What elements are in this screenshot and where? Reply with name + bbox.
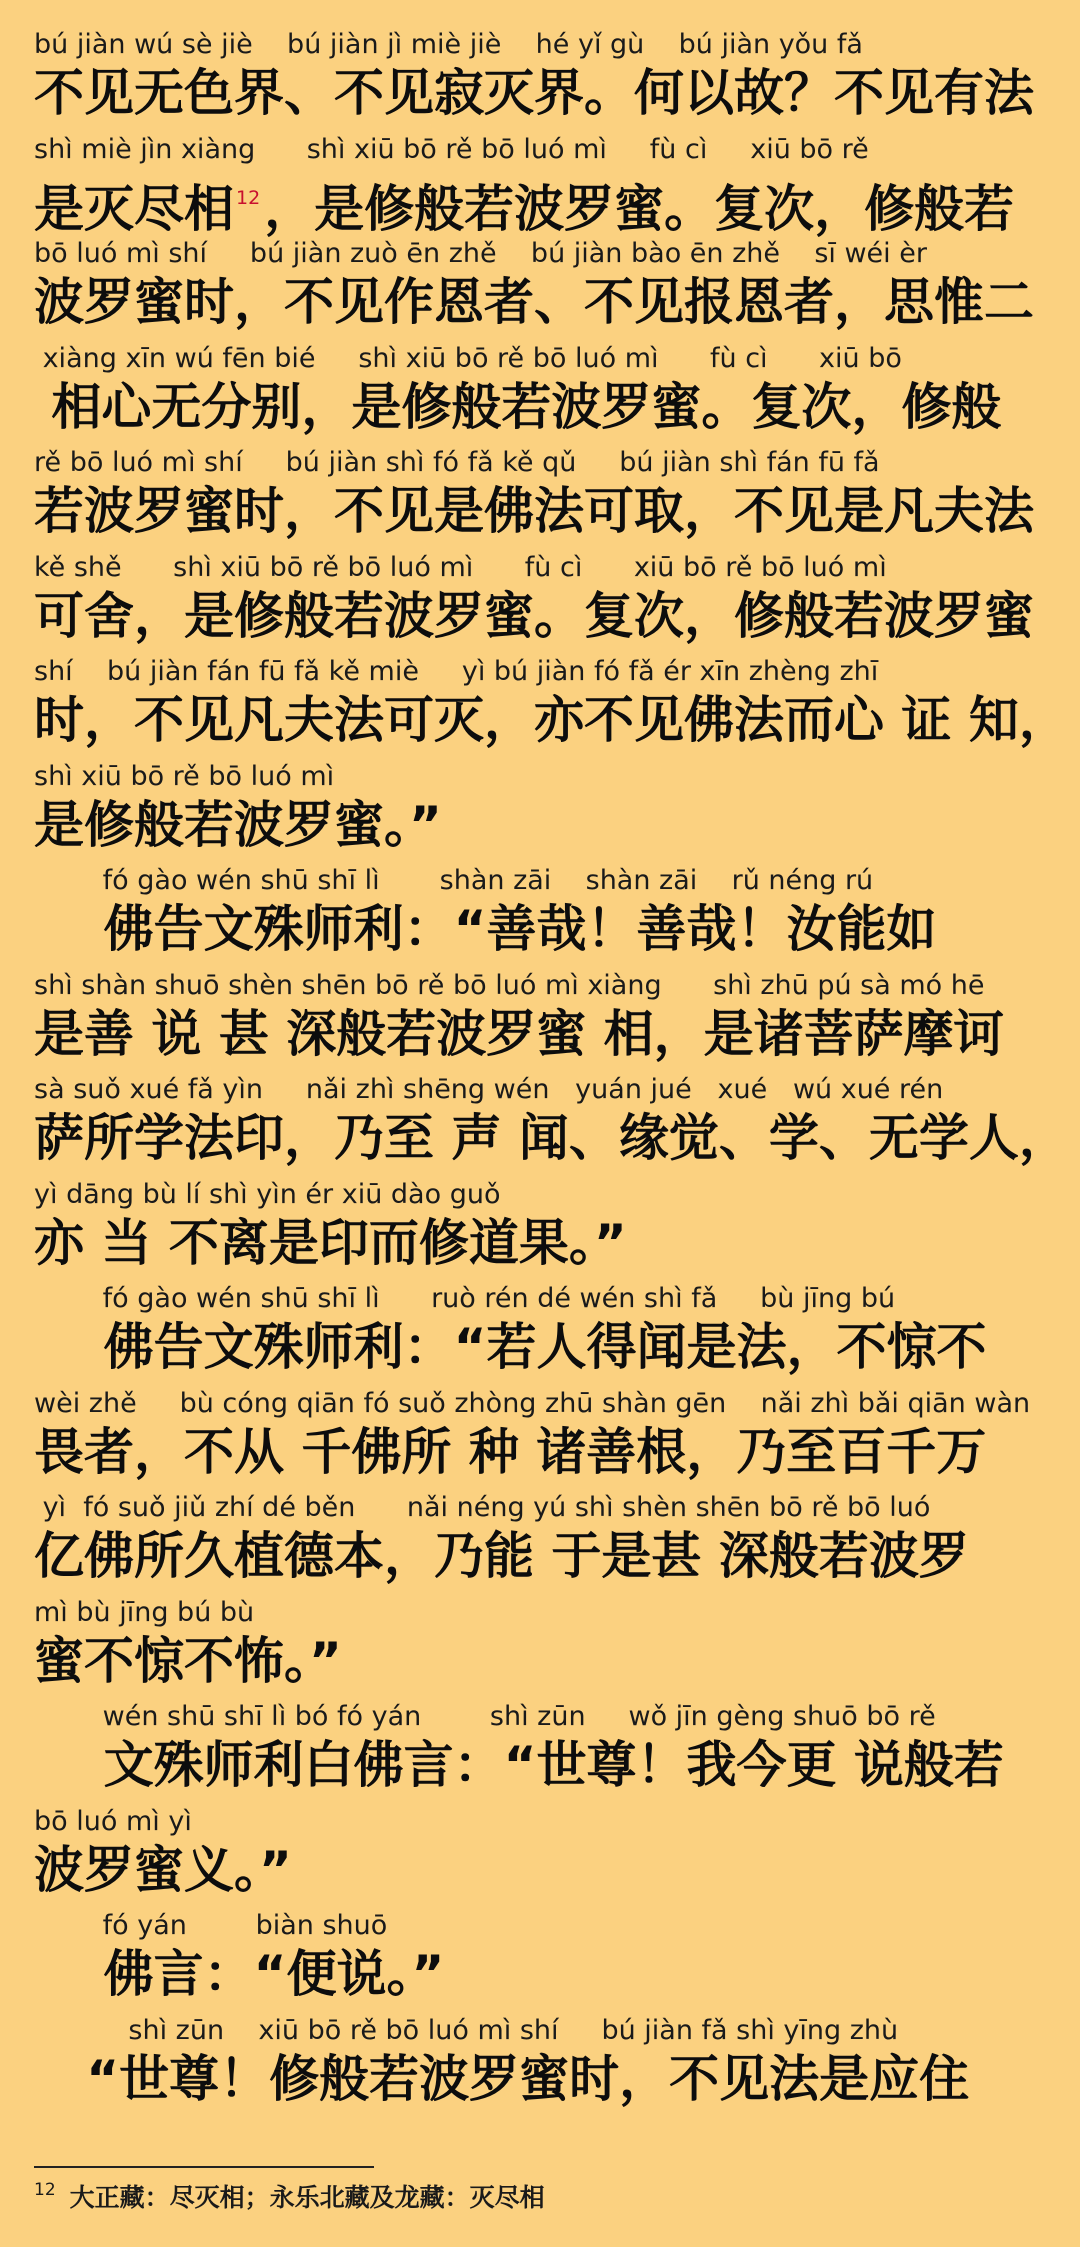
hanzi-segment: 萨所学法印，乃至 声 闻、缘觉、学、无学人， <box>34 1109 1069 1167</box>
text-line <box>34 444 1054 548</box>
text-line <box>34 1489 1054 1593</box>
hanzi-segment: 若波罗蜜时，不见是佛法可取，不见是凡夫法 <box>34 482 1034 540</box>
pinyin-annotation: xiàng xīn wú fēn bié shì xiū bō rě bō luó mì fù cì xiū bō <box>34 342 902 374</box>
text-line <box>34 549 1054 653</box>
hanzi-text <box>34 478 1054 544</box>
text-line <box>34 862 1054 966</box>
hanzi-segment: 畏者，不从 千佛所 种 诸善根，乃至百千万 <box>34 1422 987 1481</box>
text-line <box>34 26 1054 130</box>
text-line <box>34 235 1054 339</box>
pinyin-annotation: shì zūn xiū bō rě bō luó mì shí bú jiàn fǎ shì yīng zhù <box>34 2014 899 2046</box>
text-line <box>34 131 1054 238</box>
pinyin-annotation: shì shàn shuō shèn shēn bō rě bō luó mì xiàng shì zhū pú sà mó hē <box>34 969 985 1001</box>
hanzi-segment: 波罗蜜义。” <box>34 1840 292 1899</box>
hanzi-text <box>34 1001 1054 1067</box>
text-line <box>34 2012 1054 2116</box>
footnote-text: 大正藏：尽灭相；永乐北藏及龙藏：灭尽相 <box>69 2183 545 2212</box>
hanzi-text <box>34 1105 1069 1171</box>
hanzi-segment: 是修般若波罗蜜。” <box>34 795 442 854</box>
hanzi-text <box>34 1941 1054 2007</box>
text-line <box>34 1594 1054 1698</box>
hanzi-segment: 可舍，是修般若波罗蜜。复次，修般若波罗蜜 <box>34 586 1034 645</box>
hanzi-text <box>34 60 1054 126</box>
pinyin-annotation: wén shū shī lì bó fó yán shì zūn wǒ jīn gèng shuō bō rě <box>34 1701 936 1732</box>
hanzi-segment: 是善 说 甚 深般若波罗蜜 相，是诸菩萨摩诃 <box>34 1004 1004 1063</box>
pinyin-annotation: bú jiàn wú sè jiè bú jiàn jì miè jiè hé yǐ gù bú jiàn yǒu fǎ <box>34 29 863 60</box>
pinyin-annotation: bō luó mì yì <box>34 1805 192 1837</box>
text-line <box>34 1071 1069 1175</box>
pinyin-annotation: rě bō luó mì shí bú jiàn shì fó fǎ kě qǔ bú jiàn shì fán fū fǎ <box>34 447 880 478</box>
pinyin-annotation: shí bú jiàn fán fū fǎ kě miè yì bú jiàn fó fǎ ér xīn zhèng zhī <box>34 656 879 687</box>
pinyin-annotation: shì miè jìn xiàng shì xiū bō rě bō luó mì fù cì xiū bō rě <box>34 133 869 165</box>
hanzi-text <box>34 1523 1054 1589</box>
footnote-reference[interactable]: 12 <box>236 186 261 209</box>
text-line <box>34 1385 1054 1489</box>
pinyin-annotation: wèi zhě bù cóng qiān fó suǒ zhòng zhū shàn gēn nǎi zhì bǎi qiān wàn <box>34 1387 1031 1419</box>
hanzi-segment: 文殊师利白佛言：“世尊！我今更 说般若 <box>34 1736 1004 1794</box>
hanzi-text <box>34 1837 1054 1903</box>
hanzi-text <box>34 1210 1054 1276</box>
hanzi-segment: “世尊！修般若波罗蜜时，不见法是应住 <box>34 2049 970 2108</box>
text-line <box>34 758 1054 862</box>
pinyin-annotation: yì fó suǒ jiǔ zhí dé běn nǎi néng yú shì shèn shēn bō rě bō luó <box>34 1492 931 1523</box>
hanzi-segment: 佛言：“便说。” <box>34 1945 445 2003</box>
text-line <box>34 1803 1054 1907</box>
text-line <box>34 1176 1054 1280</box>
text-line <box>34 967 1054 1071</box>
hanzi-segment: 佛告文殊师利：“善哉！善哉！汝能如 <box>34 900 937 958</box>
footnote-divider <box>34 2166 374 2168</box>
footnote <box>34 2178 545 2218</box>
pinyin-annotation: kě shě shì xiū bō rě bō luó mì fù cì xiū bō rě bō luó mì <box>34 551 887 583</box>
hanzi-text <box>34 792 1054 858</box>
hanzi-text <box>34 583 1054 649</box>
text-line <box>34 653 1069 757</box>
hanzi-segment: 相心无分别，是修般若波罗蜜。复次，修般 <box>34 377 1002 436</box>
hanzi-segment: 亿佛所久植德本，乃能 于是甚 深般若波罗 <box>34 1527 969 1585</box>
hanzi-text <box>34 1314 1054 1380</box>
hanzi-text <box>34 687 1069 753</box>
pinyin-annotation: fó gào wén shū shī lì shàn zāi shàn zāi rǔ néng rú <box>34 865 874 896</box>
hanzi-segment: 亦 当 不离是印而修道果。” <box>34 1213 627 1272</box>
text-line <box>34 1280 1054 1384</box>
hanzi-text <box>34 374 1054 440</box>
pinyin-annotation: yì dāng bù lí shì yìn ér xiū dào guǒ <box>34 1178 501 1210</box>
pinyin-annotation: mì bù jīng bú bù <box>34 1596 255 1628</box>
pinyin-annotation: bō luó mì shí bú jiàn zuò ēn zhě bú jiàn bào ēn zhě sī wéi èr <box>34 238 927 269</box>
hanzi-text <box>34 1732 1054 1798</box>
hanzi-text <box>34 269 1054 335</box>
hanzi-segment: 是灭尽相 <box>34 179 234 238</box>
hanzi-segment: 佛告文殊师利：“若人得闻是法，不惊不 <box>34 1318 987 1376</box>
pinyin-annotation: fó yán biàn shuō <box>34 1910 388 1941</box>
hanzi-text <box>34 2046 1054 2112</box>
footnote-number: 12 <box>34 2180 56 2200</box>
hanzi-text <box>34 165 1054 238</box>
hanzi-text <box>34 1628 1054 1694</box>
pinyin-annotation: fó gào wén shū shī lì ruò rén dé wén shì fǎ bù jīng bú <box>34 1283 896 1314</box>
pinyin-annotation: shì xiū bō rě bō luó mì <box>34 760 335 792</box>
hanzi-segment: ，是修般若波罗蜜。复次，修般若 <box>264 179 1015 238</box>
hanzi-segment: 蜜不惊不怖。” <box>34 1631 342 1690</box>
text-line <box>34 1907 1054 2011</box>
hanzi-segment: 波罗蜜时，不见作恩者、不见报恩者，思惟二 <box>34 273 1034 331</box>
hanzi-segment: 不见无色界、不见寂灭界。何以故？不见有法 <box>34 64 1034 122</box>
hanzi-text <box>34 896 1054 962</box>
text-line <box>34 340 1054 444</box>
pinyin-annotation: sà suǒ xué fǎ yìn nǎi zhì shēng wén yuán jué xué wú xué rén <box>34 1074 944 1105</box>
hanzi-segment: 时，不见凡夫法可灭，亦不见佛法而心 证 知， <box>34 691 1069 749</box>
text-line <box>34 1698 1054 1802</box>
hanzi-text <box>34 1419 1054 1485</box>
